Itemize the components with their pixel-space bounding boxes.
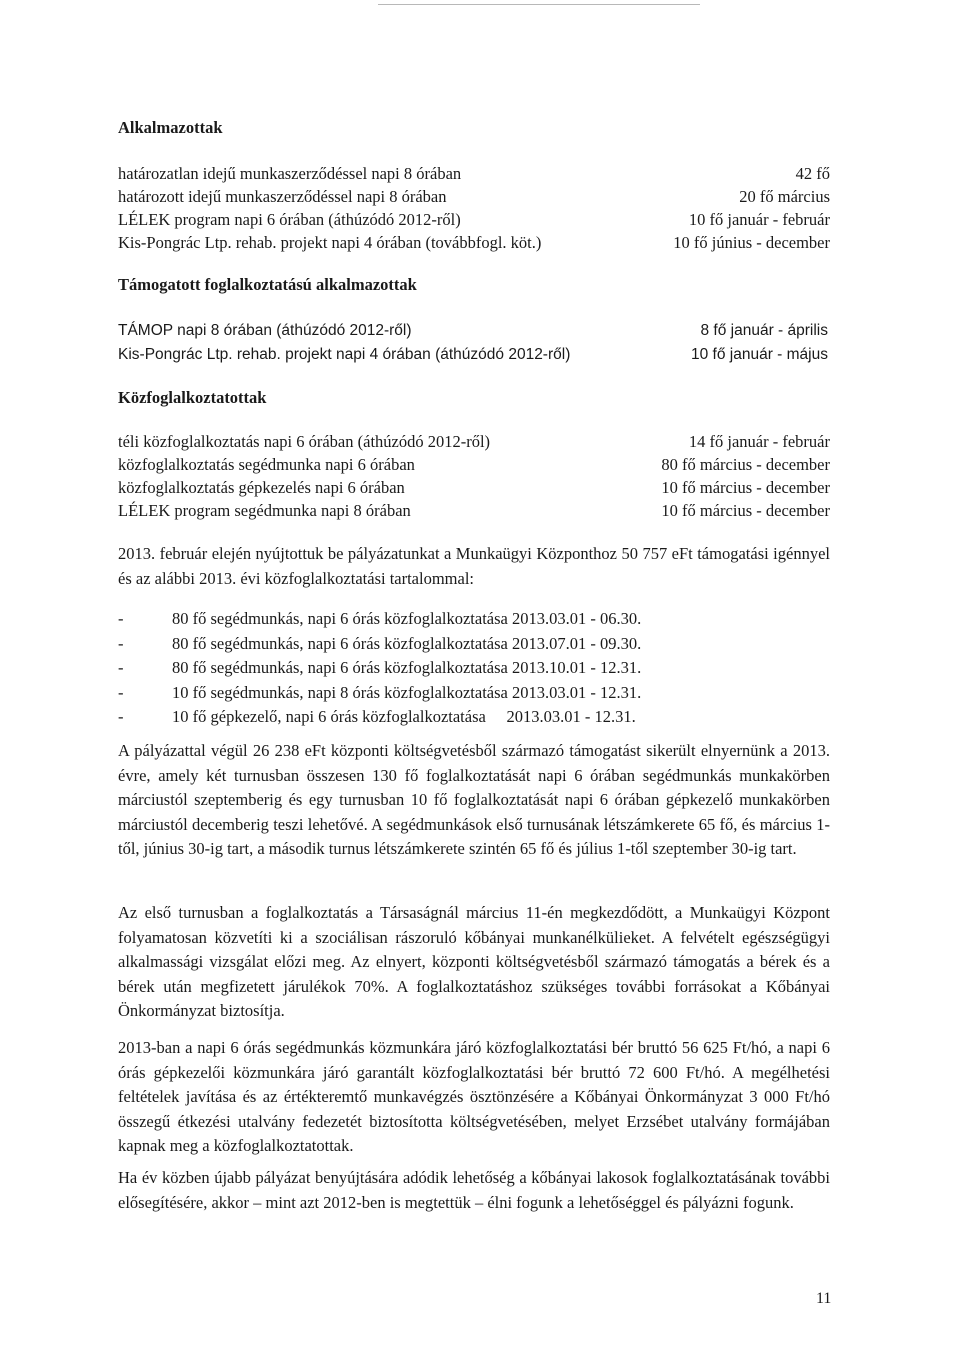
row-value: 10 fő március - december — [661, 478, 830, 497]
list-item: - 80 fő segédmunkás, napi 6 órás közfoglalkoztatása 2013.10.01 - 12.31. — [118, 656, 830, 681]
list-item-text: 80 fő segédmunkás, napi 6 órás közfoglalkoztatása 2013.03.01 - 06.30. — [172, 609, 642, 628]
row-value: 10 fő március - december — [661, 501, 830, 520]
body-paragraph: 2013-ban a napi 6 órás segédmunkás közmunkára járó közfoglalkoztatási bér bruttó 56 625 Ft/hó, a napi 6 órás gépkezelői közmunkára járó garantált közfoglalkoztatási bér bruttó 72 600 Ft/hó. A megélhetési feltételek javítása és az értékteremtő munkavégzés ösztönzésére a Kőbányai Önkormányzat 3 000 Ft/hó összegű étkezési utalvány fedezetét biztosította költségvetésében, melyet Erzsébet utalvány formájában kapnak meg a közfoglalkoztatottak. — [118, 1038, 830, 1155]
row-value: 10 fő január - május — [691, 346, 828, 363]
list-item: - 80 fő segédmunkás, napi 6 órás közfoglalkoztatása 2013.07.01 - 09.30. — [118, 632, 830, 657]
section-title-tamogatott: Támogatott foglalkoztatású alkalmazottak — [118, 275, 417, 294]
list-item: - 80 fő segédmunkás, napi 6 órás közfoglalkoztatása 2013.03.01 - 06.30. — [118, 607, 830, 632]
employee-row — [118, 499, 830, 523]
employee-row — [118, 185, 830, 209]
row-value: 14 fő január - február — [688, 432, 830, 451]
employee-row — [118, 231, 830, 255]
employee-row — [118, 319, 830, 343]
list-item: - 10 fő segédmunkás, napi 8 órás közfoglalkoztatása 2013.03.01 - 12.31. — [118, 681, 830, 706]
employee-row — [118, 476, 830, 500]
body-paragraph: A pályázattal végül 26 238 eFt központi költségvetésből származó támogatást sikerült elnyernünk a 2013. évre, amely két turnusban összesen 130 fő foglalkoztatását napi 6 órában segédmunkás munkakörben márciustól szeptemberig és egy turnusban 10 fő foglalkoztatását napi 6 órában gépkezelő munkakörben márciustól decemberig teszi lehetővé. A segédmunkások első turnusának létszámkerete 65 fő, és március 1-től, június 30-ig tart, a második turnus létszámkerete szintén 65 fő és július 1-től szeptember 30-ig tart. — [118, 741, 830, 858]
row-label: LÉLEK program segédmunka napi 8 órában — [118, 501, 411, 520]
intro-paragraph: 2013. február elején nyújtottuk be pályázatunkat a Munkaügyi Központhoz 50 757 eFt támogatási igénnyel és az alábbi 2013. évi közfoglalkoztatási tartalommal: — [118, 544, 830, 588]
employee-row — [118, 453, 830, 477]
list-item-text: 10 fő segédmunkás, napi 8 órás közfoglalkoztatása 2013.03.01 - 12.31. — [172, 682, 642, 702]
row-value: 80 fő március - december — [661, 455, 830, 474]
row-label: TÁMOP napi 8 órában (áthúzódó 2012-ről) — [118, 322, 412, 339]
row-value: 10 fő június - december — [673, 233, 830, 252]
list-item-text: 80 fő segédmunkás, napi 6 órás közfoglalkoztatása 2013.07.01 - 09.30. — [172, 633, 642, 653]
row-label: téli közfoglalkoztatás napi 6 órában (áthúzódó 2012-ről) — [118, 432, 491, 451]
list-item: - 10 fő gépkezelő, napi 6 órás közfoglalkoztatása 2013.03.01 - 12.31. — [118, 705, 830, 730]
section-title-kozfoglalkoztatottak: Közfoglalkoztatottak — [118, 388, 267, 407]
top-scan-line — [378, 4, 700, 5]
row-value: 20 fő március — [739, 187, 830, 206]
row-value: 8 fő január - április — [700, 322, 828, 339]
row-value: 10 fő január - február — [688, 210, 830, 229]
list-item-text: 80 fő segédmunkás, napi 6 órás közfoglalkoztatása 2013.10.01 - 12.31. — [172, 658, 642, 677]
section-title-alkalmazottak: Alkalmazottak — [118, 118, 223, 137]
employee-row — [118, 162, 830, 186]
row-label: közfoglalkoztatás segédmunka napi 6 órában — [118, 455, 415, 474]
list-item-text: 10 fő gépkezelő, napi 6 órás közfoglalkoztatása 2013.03.01 - 12.31. — [172, 707, 636, 726]
body-paragraph: Az első turnusban a foglalkoztatás a Társaságnál március 11-én megkezdődött, a Munkaügyi Központ folyamatosan közvetíti ki a szociálisan rászoruló kőbányai munkanélkülieket. A felvételt egészségügyi alkalmassági vizsgálat előzi meg. Az elnyert, központi költségvetésből származó támogatás a bérek és a bérek után megfizetett járulékok 70%. A foglalkoztatáshoz szükséges további forrásokat a Kőbányai Önkormányzat biztosítja. — [118, 903, 830, 1020]
row-label: határozatlan idejű munkaszerződéssel napi 8 órában — [118, 164, 462, 183]
employee-row — [118, 430, 830, 454]
employee-row — [118, 208, 830, 232]
row-value: 42 fő — [795, 164, 830, 183]
employee-row — [118, 343, 830, 367]
bullet-list — [118, 607, 830, 730]
page-number: 11 — [816, 1290, 832, 1307]
row-label: Kis-Pongrác Ltp. rehab. projekt napi 4 órában (áthúzódó 2012-ről) — [118, 346, 571, 363]
body-paragraph: Ha év közben újabb pályázat benyújtására adódik lehetőség a kőbányai lakosok foglalkoztatásának további elősegítésére, akkor – mint azt 2012-ben is megtettük – élni fogunk a lehetőséggel és pályázni fogunk. — [118, 1168, 830, 1212]
row-label: LÉLEK program napi 6 órában (áthúzódó 2012-ről) — [118, 210, 461, 229]
row-label: közfoglalkoztatás gépkezelés napi 6 órában — [118, 478, 405, 497]
row-label: Kis-Pongrác Ltp. rehab. projekt napi 4 órában (továbbfogl. köt.) — [118, 233, 542, 252]
row-label: határozott idejű munkaszerződéssel napi 8 órában — [118, 187, 447, 206]
